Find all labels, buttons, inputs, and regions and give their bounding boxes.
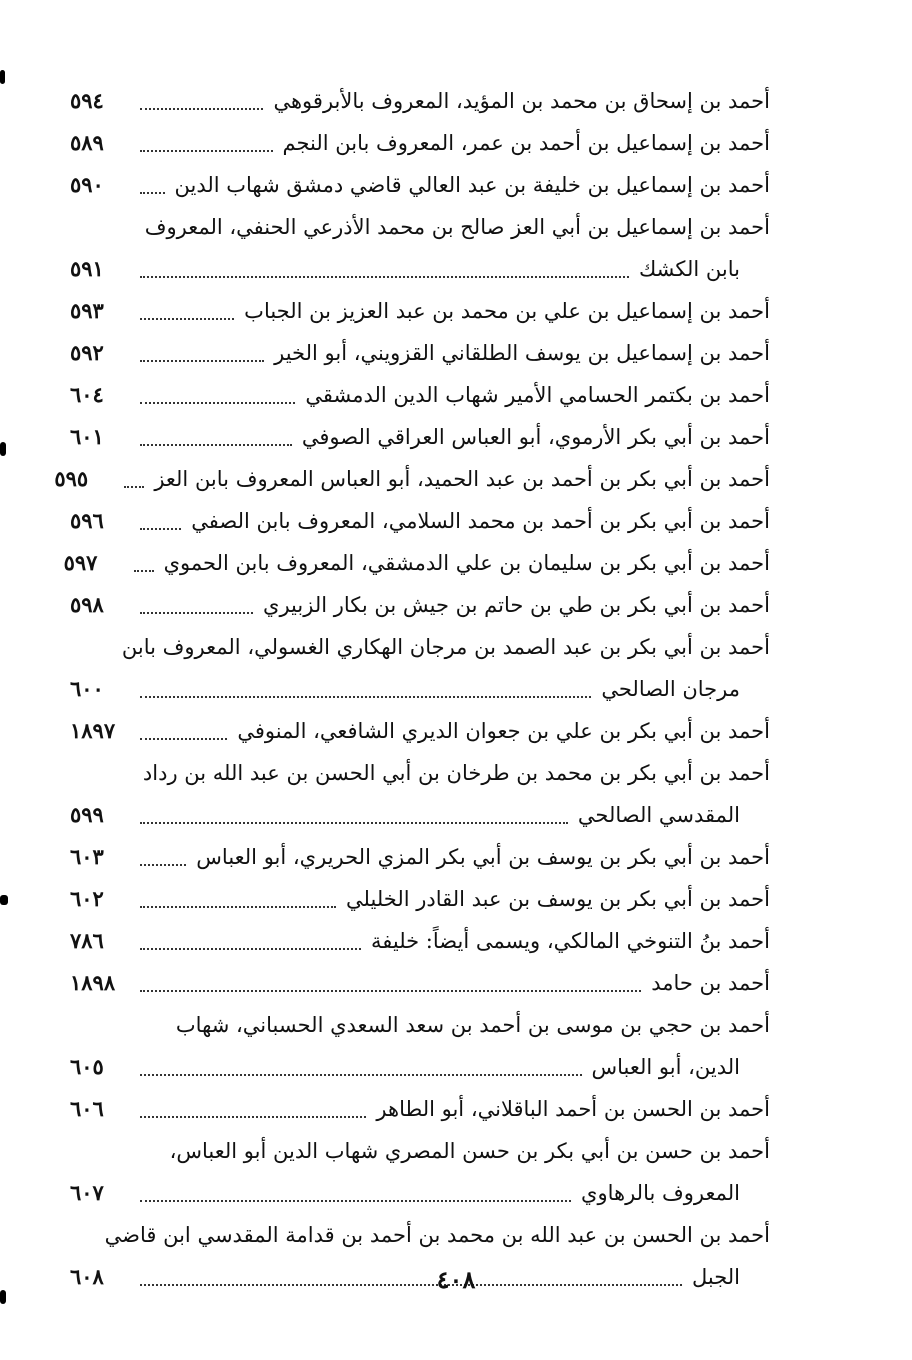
dot-leader <box>140 989 641 992</box>
entry-page-number: ٦٠١ <box>70 424 104 449</box>
entry-page-number: ٥٨٩ <box>70 130 104 155</box>
entry-page-number: ١٨٩٧ <box>70 718 116 743</box>
entry-name-line: أحمد بن أبي بكر بن يوسف بن أبي بكر المزي الحريري، أبو العباس <box>196 845 770 869</box>
index-entry <box>70 332 770 374</box>
index-entry <box>70 752 770 836</box>
binding-mark <box>0 895 8 905</box>
entry-page-number: ٧٨٦ <box>70 928 104 953</box>
entry-name-line: أحمد بن الحسن بن أحمد الباقلاني، أبو الطاهر <box>376 1097 770 1121</box>
binding-mark <box>0 442 6 456</box>
entry-name-line: أحمد بن أبي بكر بن عبد الصمد بن مرجان الهكاري الغسولي، المعروف بابن <box>121 635 770 659</box>
entry-page-number: ٥٩٤ <box>70 88 104 113</box>
dot-leader <box>140 695 591 698</box>
dot-leader <box>140 947 361 950</box>
entry-page-number: ٥٩١ <box>70 256 104 281</box>
entry-name-line: أحمد بن أبي بكر بن يوسف بن عبد القادر الخليلي <box>346 887 770 911</box>
binding-mark <box>0 70 5 84</box>
dot-leader <box>140 527 181 530</box>
entry-name-line: أحمد بن أبي بكر بن محمد بن طرخان بن أبي الحسن بن عبد الله بن رداد <box>142 761 770 785</box>
entry-name-line: أحمد بن أبي بكر الأرموي، أبو العباس العراقي الصوفي <box>301 425 770 449</box>
dot-leader <box>140 401 295 404</box>
entry-name-line: أحمد بن أبي بكر بن طي بن حاتم بن جيش بن بكار الزبيري <box>263 593 770 617</box>
entry-name-line: الدين، أبو العباس <box>591 1055 740 1079</box>
dot-leader <box>140 443 292 446</box>
dot-leader <box>140 359 264 362</box>
entry-page-number: ٦٠٠ <box>70 676 104 701</box>
index-entry <box>70 584 770 626</box>
entry-page-number: ٦٠٤ <box>70 382 104 407</box>
entry-page-number: ٦٠٧ <box>70 1180 104 1205</box>
entry-name-line: أحمد بنُ التنوخي المالكي، ويسمى أيضاً: خليفة <box>370 929 770 953</box>
page-number: ٤٠٨ <box>436 1265 476 1294</box>
dot-leader <box>140 107 263 110</box>
entry-name-line: أحمد بن أبي بكر بن سليمان بن علي الدمشقي، المعروف بابن الحموي <box>163 551 770 575</box>
entry-name-line: أحمد بن إسماعيل بن أحمد بن عمر، المعروف بابن النجم <box>282 131 770 155</box>
entry-page-number: ٦٠٨ <box>70 1264 104 1289</box>
entry-name-line: مرجان الصالحي <box>601 677 740 701</box>
index-entry <box>70 206 770 290</box>
dot-leader <box>140 1115 366 1118</box>
dot-leader <box>140 905 336 908</box>
entry-name-line: أحمد بن أبي بكر بن أحمد بن محمد السلامي، المعروف بابن الصفي <box>191 509 770 533</box>
entry-name-line: المقدسي الصالحي <box>577 803 740 827</box>
index-entry <box>70 500 770 542</box>
entry-name-line: الجبل <box>691 1265 740 1289</box>
entry-name-line: بابن الكشك <box>638 257 740 281</box>
entry-name-line: المعروف بالرهاوي <box>581 1181 740 1205</box>
dot-leader <box>134 569 154 572</box>
index-entry <box>70 1130 770 1214</box>
entry-page-number: ٥٩٥ <box>54 466 89 491</box>
index-entry <box>70 374 770 416</box>
entry-name-line: أحمد بن حامد <box>651 971 770 995</box>
index-entry <box>70 164 770 206</box>
index-entry <box>70 122 770 164</box>
entry-name-line: أحمد بن حجي بن موسى بن أحمد بن سعد السعدي الحسباني، شهاب <box>175 1013 770 1037</box>
dot-leader <box>140 275 629 278</box>
index-entry <box>70 416 770 458</box>
entry-page-number: ٥٩٧ <box>63 550 98 575</box>
entry-name-line: أحمد بن إسماعيل بن أبي العز صالح بن محمد الأذرعي الحنفي، المعروف <box>144 215 770 239</box>
entry-page-number: ١٨٩٨ <box>70 970 116 995</box>
index-entry <box>70 80 770 122</box>
entry-page-number: ٦٠٥ <box>70 1054 104 1079</box>
entry-page-number: ٥٩٨ <box>70 592 104 617</box>
dot-leader <box>140 1073 582 1076</box>
entry-name-line: أحمد بن حسن بن أبي بكر بن حسن المصري شهاب الدين أبو العباس، <box>169 1139 770 1163</box>
index-entry <box>70 1088 770 1130</box>
index-entry <box>70 920 770 962</box>
entry-name-line: أحمد بن إسماعيل بن يوسف الطلقاني القزويني، أبو الخير <box>274 341 770 365</box>
index-entry <box>54 458 770 500</box>
dot-leader <box>140 863 186 866</box>
index-entry <box>70 1004 770 1088</box>
entry-name-line: أحمد بن إسحاق بن محمد بن المؤيد، المعروف بالأبرقوهي <box>273 89 770 113</box>
entry-name-line: أحمد بن إسماعيل بن خليفة بن عبد العالي قاضي دمشق شهاب الدين <box>174 173 770 197</box>
entry-name-line: أحمد بن أبي بكر بن علي بن جعوان الديري الشافعي، المنوفي <box>237 719 770 743</box>
entry-name-line: أحمد بن أبي بكر بن أحمد بن عبد الحميد، أبو العباس المعروف بابن العز <box>154 467 770 491</box>
entry-page-number: ٦٠٢ <box>70 886 104 911</box>
entry-page-number: ٥٩٦ <box>70 508 104 533</box>
entry-page-number: ٦٠٣ <box>70 844 104 869</box>
dot-leader <box>140 821 568 824</box>
dot-leader <box>140 317 234 320</box>
dot-leader <box>140 611 253 614</box>
index-entry <box>70 878 770 920</box>
entry-page-number: ٥٩٢ <box>70 340 104 365</box>
index-entry <box>70 962 770 1004</box>
index-entry <box>63 542 770 584</box>
entry-name-line: أحمد بن الحسن بن عبد الله بن محمد بن أحمد بن قدامة المقدسي ابن قاضي <box>104 1223 770 1247</box>
entry-name-line: أحمد بن إسماعيل بن علي بن محمد بن عبد العزيز بن الجباب <box>244 299 770 323</box>
index-entry <box>70 290 770 332</box>
entry-name-line: أحمد بن بكتمر الحسامي الأمير شهاب الدين الدمشقي <box>305 383 770 407</box>
index-entry <box>70 836 770 878</box>
entry-page-number: ٥٩٩ <box>70 802 104 827</box>
index-entry <box>70 710 770 752</box>
dot-leader <box>140 1199 571 1202</box>
entry-page-number: ٥٩٠ <box>70 172 104 197</box>
dot-leader <box>124 485 144 488</box>
entry-page-number: ٥٩٣ <box>70 298 104 323</box>
name-index-list <box>54 80 770 1298</box>
dot-leader <box>140 737 227 740</box>
dot-leader <box>140 191 165 194</box>
index-entry <box>70 626 770 710</box>
dot-leader <box>140 149 273 152</box>
entry-page-number: ٦٠٦ <box>70 1096 104 1121</box>
